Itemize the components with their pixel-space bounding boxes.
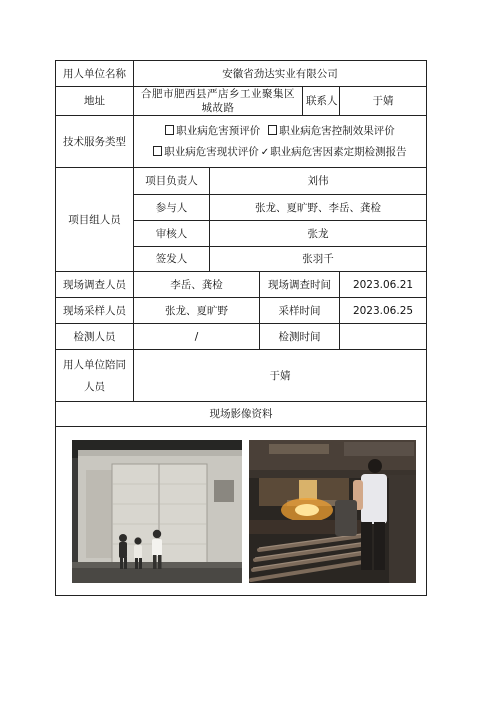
sampling-time-value: 2023.06.25 [340,298,427,324]
team-name-participants: 张龙、夏旷野、李岳、龚检 [210,195,427,221]
address-line-1: 合肥市肥西县严店乡工业聚集区 [141,88,295,100]
survey-staff-value: 李岳、龚检 [134,272,260,298]
row-survey [56,272,427,298]
escort-value: 于婧 [134,350,427,402]
survey-time-value: 2023.06.21 [340,272,427,298]
record-sheet [55,60,426,596]
escort-label-line-2: 人员 [84,380,105,393]
testing-staff-label: 检测人员 [56,324,134,350]
factory-exterior-photo [72,440,242,583]
address-label: 地址 [56,87,134,116]
row-escort [56,350,427,402]
contact-label: 联系人 [303,87,340,116]
service-type-options [134,116,427,168]
escort-label [56,350,134,402]
option-periodic-testing: 职业病危害因素定期检测报告 [270,145,407,158]
contact-value: 于婧 [340,87,427,116]
team-role-issuer: 签发人 [134,247,210,272]
testing-time-value [340,324,427,350]
factory-exterior-illustration [72,440,242,583]
photo-frame [59,427,423,595]
team-name-leader: 刘伟 [210,168,427,195]
unit-name-value: 安徽省劲达实业有限公司 [134,61,427,87]
checkmark-icon[interactable]: ✓ [260,146,270,158]
row-unit [56,61,427,87]
address-value [134,87,303,116]
row-address [56,87,427,116]
checkbox-pre-evaluation[interactable] [165,125,174,135]
option-status-evaluation: 职业病危害现状评价 [164,145,259,158]
sampling-staff-value: 张龙、夏旷野 [134,298,260,324]
workshop-interior-photo [249,440,416,583]
workshop-interior-illustration [249,440,416,583]
site-record-table [55,60,427,596]
escort-label-line-1: 用人单位陪同 [63,358,126,371]
sampling-time-label: 采样时间 [260,298,340,324]
team-role-participants: 参与人 [134,195,210,221]
row-testing [56,324,427,350]
service-type-label: 技术服务类型 [56,116,134,168]
row-team-leader [56,168,427,195]
photos-title: 现场影像资料 [56,402,427,427]
team-name-reviewer: 张龙 [210,221,427,247]
survey-time-label: 现场调查时间 [260,272,340,298]
row-sampling [56,298,427,324]
team-label: 项目组人员 [56,168,134,272]
team-role-leader: 项目负责人 [134,168,210,195]
checkbox-status-evaluation[interactable] [153,146,162,156]
address-line-2: 城故路 [201,102,235,114]
photos-cell [56,427,427,596]
option-control-effect: 职业病危害控制效果评价 [279,124,395,137]
team-name-issuer: 张羽千 [210,247,427,272]
team-role-reviewer: 审核人 [134,221,210,247]
row-photos [56,427,427,596]
checkbox-control-effect[interactable] [268,125,277,135]
testing-staff-value: / [134,324,260,350]
sampling-staff-label: 现场采样人员 [56,298,134,324]
survey-staff-label: 现场调查人员 [56,272,134,298]
testing-time-label: 检测时间 [260,324,340,350]
row-photos-title [56,402,427,427]
option-pre-evaluation: 职业病危害预评价 [176,124,261,137]
unit-name-label: 用人单位名称 [56,61,134,87]
row-service-type [56,116,427,168]
